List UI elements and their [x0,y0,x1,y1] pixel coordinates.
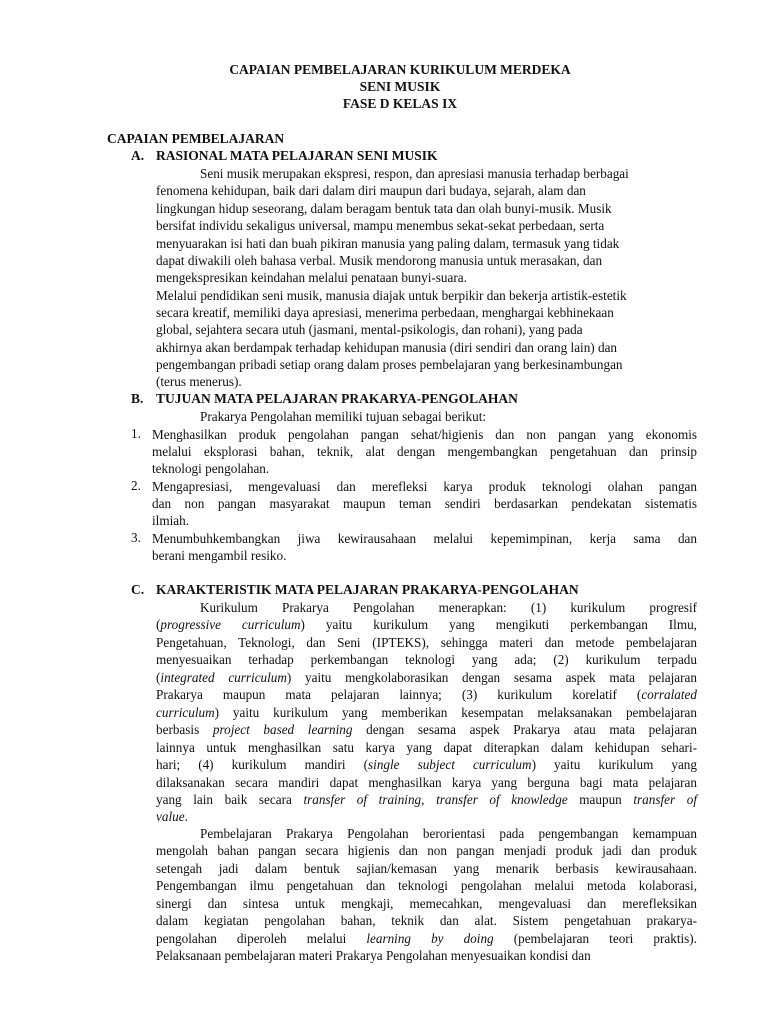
section-c-line: Pelaksanaan pembelajaran materi Prakarya Pengolahan menyesuaikan kondisi dan [156,948,591,964]
section-a-line: Melalui pendidikan seni musik, manusia diajak untuk berpikir dan bekerja artistik-estetik [156,288,627,303]
section-a-line: lingkungan hidup seseorang, dalam beragam bentuk tata dan olah bunyi-musik. Musik [156,201,612,216]
section-c-line: Kurikulum Prakarya Pengolahan menerapkan: (1) kurikulum progresif [200,600,697,615]
section-c-line: berbasis project based learning dengan sesama aspek Prakarya atau mata pelajaran [156,722,698,738]
list-item-line: Menghasilkan produk pengolahan pangan sehat/higienis dan non pangan yang ekonomis [152,427,697,442]
section-c-line: yang lain baik secara transfer of training, transfer of knowledge maupun transfer of [156,791,697,807]
section-c-line: hari; (4) kurikulum mandiri (single subject curriculum) yaitu kurikulum yang [156,757,697,773]
section-a-marker: A. [131,148,145,163]
list-item-line: Menumbuhkembangkan jiwa kewirausahaan melalui kepemimpinan, kerja sama dan [152,531,697,546]
section-c-line: sinergi dan sintesa untuk mengkaji, memecahkan, mengevaluasi dan merefleksikan [156,895,697,911]
section-c-line: pengolahan diperoleh melalui learning by doing (pembelajaran teori praktis). [156,930,697,946]
section-b-heading: TUJUAN MATA PELAJARAN PRAKARYA-PENGOLAHAN [156,391,518,406]
section-c-line: Pembelajaran Prakarya Pengolahan berorientasi pada pengembangan kemampuan [200,826,697,841]
section-c-line: Pengembangan ilmu pengetahuan dan teknologi pengolahan melalui metoda kolaborasi, [156,878,697,894]
list-item-line: ilmiah. [152,513,189,528]
list-number: 1. [131,426,141,441]
list-item-line: melalui eksplorasi bahan, teknik, alat dengan mengembangkan pengetahuan dan prinsip [152,444,697,459]
list-item-line: teknologi pengolahan. [152,461,270,476]
section-c-line: menyesuaikan terhadap perkembangan teknologi yang ada; (2) kurikulum terpadu [156,652,697,668]
section-a-heading: RASIONAL MATA PELAJARAN SENI MUSIK [156,148,438,163]
list-item-line: Mengapresiasi, mengevaluasi dan merefleksi karya produk teknologi olahan pangan [152,479,697,494]
section-a-line: menyuarakan isi hati dan buah pikiran manusia yang paling dalam, termasuk yang tidak [156,236,620,251]
section-a-line: secara kreatif, memiliki daya apresiasi, menerima perbedaan, menghargai kebhinekaan [156,305,614,320]
list-item-line: berani mengambil resiko. [152,548,287,563]
section-a-line: pengembangan pribadi setiap orang dalam proses pembelajaran yang berkesinambungan [156,357,623,372]
section-c-line: mengolah bahan pangan secara higienis dan non pangan menjadi produk jadi dan produk [156,843,697,859]
section-heading: CAPAIAN PEMBELAJARAN [107,131,285,146]
list-item-line: dan non pangan masyarakat maupun teman sendiri berdasarkan pendekatan sistematis [152,496,697,511]
section-b-intro: Prakarya Pengolahan memiliki tujuan sebagai berikut: [200,409,487,424]
section-c-line: Prakarya maupun mata pelajaran lainnya; (3) kurikulum korelatif (corralated [156,687,697,703]
doc-title-line3: FASE D KELAS IX [342,96,458,111]
section-c-line: curriculum) yaitu kurikulum yang memberikan kesempatan melaksanakan pembelajaran [156,704,697,720]
section-a-line: fenomena kehidupan, baik dari dalam diri maupun dari budaya, sejarah, alam dan [156,183,586,198]
section-b-marker: B. [131,391,144,406]
section-c-line: value. [156,809,188,825]
section-c-line: dilaksanakan secara mandiri dapat menghasilkan karya yang berguna bagi mata pelajaran [156,774,697,790]
section-c-line: (integrated curriculum) yaitu mengkolaborasikan dengan sesama aspek mata pelajaran [156,669,697,685]
section-a-line: akhirnya akan berdampak terhadap kehidupan manusia (diri sendiri dan orang lain) dan [156,340,618,355]
section-c-line: setengah jadi dalam bentuk sajian/kemasan yang menarik berbasis kewirausahaan. [156,860,697,876]
section-a-line: bersifat individu sekaligus universal, mampu menembus sekat-sekat perbedaan, serta [156,218,605,233]
section-c-heading: KARAKTERISTIK MATA PELAJARAN PRAKARYA-PENGOLAHAN [156,582,579,597]
section-a-line: global, sejahtera secara utuh (jasmani, mental-psikologis, dan rohani), yang pada [156,322,583,337]
list-number: 3. [131,530,141,545]
section-c-line: dalam kegiatan pengolahan bahan, teknik dan alat. Sistem pengetahuan prakarya- [156,913,697,929]
doc-title-line1: CAPAIAN PEMBELAJARAN KURIKULUM MERDEKA [229,62,571,77]
section-c-line: Pengetahuan, Teknologi, dan Seni (IPTEKS), sehingga materi dan metode pembelajaran [156,634,697,650]
section-a-line: (terus menerus). [156,374,242,389]
section-c-line: lainnya untuk menghasilkan satu karya yang dapat diterapkan dalam kehidupan sehari- [156,739,697,755]
section-a-line: dapat diwakili oleh bahasa verbal. Musik mendorong manusia untuk merasakan, dan [156,253,603,268]
list-number: 2. [131,478,141,493]
section-a-line: mengekspresikan keindahan melalui penataan bunyi-suara. [156,270,467,285]
section-a-line: Seni musik merupakan ekspresi, respon, dan apresiasi manusia terhadap berbagai [200,166,629,181]
section-c-marker: C. [131,582,145,597]
doc-title-line2: SENI MUSIK [359,79,441,94]
section-c-line: (progressive curriculum) yaitu kurikulum yang mengikuti perkembangan Ilmu, [156,617,697,633]
